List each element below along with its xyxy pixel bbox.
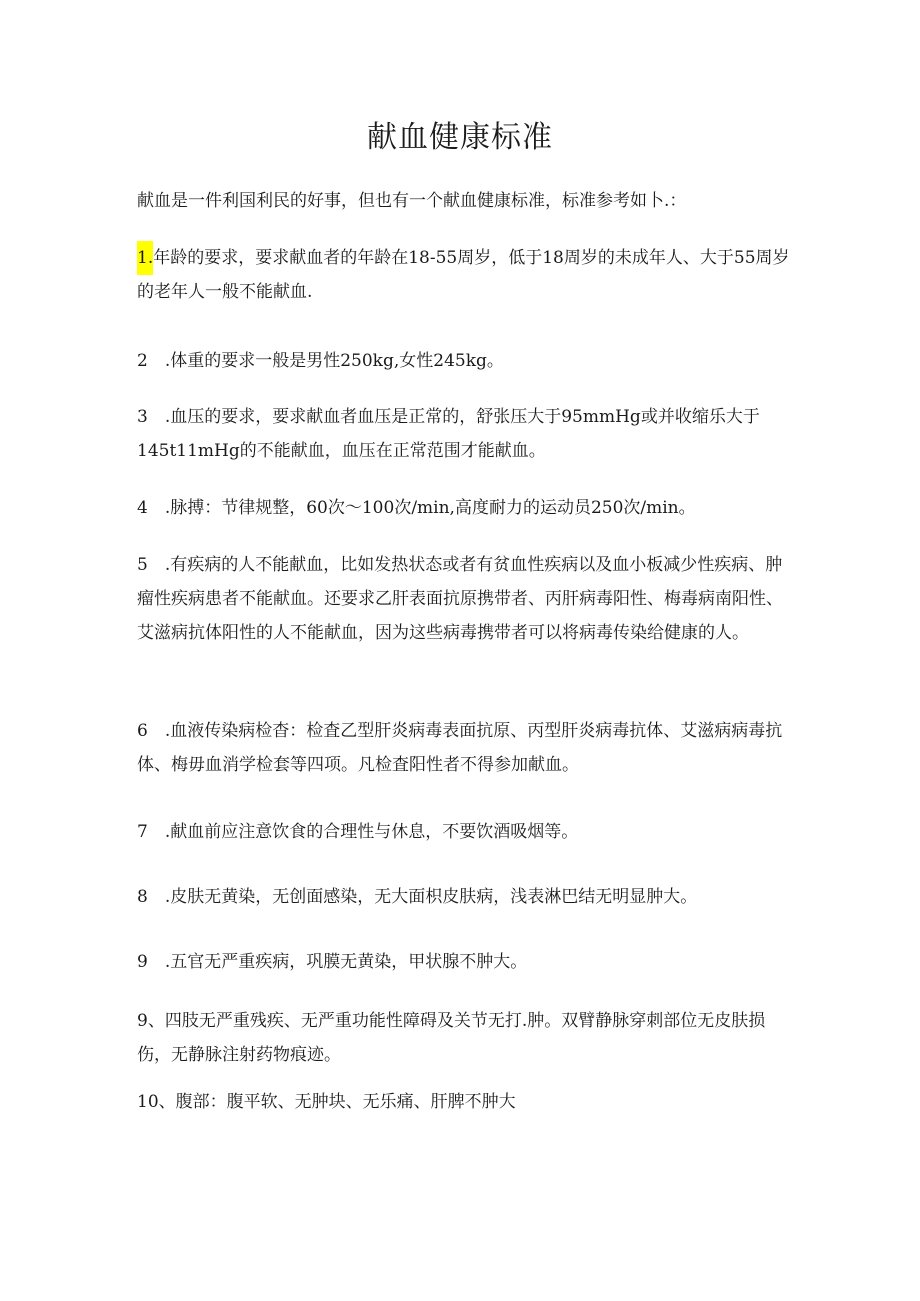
item-text: 血液传染病检杳：检査乙型肝炎病毒表面抗原、丙型肝炎病毒抗体、艾滋病病毒抗体、梅毋血消学检套等四项。凡检査阳性者不得参加献血。	[137, 721, 783, 775]
item-number: 6 .	[137, 721, 171, 741]
item-text: 年龄的要求，要求献血者的年龄在18-55周岁，低于18周岁的未成年人、大于55周岁的老年人一般不能献血.	[137, 248, 790, 302]
item-number: 1.	[137, 241, 153, 275]
list-item	[137, 714, 797, 782]
item-number: 9、	[137, 1011, 165, 1031]
item-number: 9 .	[137, 952, 171, 972]
item-text: 有疾病的人不能献血，比如发热状态或者有贫血性疾病以及血小板减少性疾病、肿瘤性疾病患者不能献血。还要求乙肝表面抗原携带者、丙肝病毒阳性、梅毒病南阳性、艾滋病抗体阳性的人不能献血，因为这些病毒携带者可以将病毒传染给健康的人。	[137, 555, 783, 643]
item-number: 2 .	[137, 351, 171, 371]
intro-paragraph: 献血是一件利国利民的好事，但也有一个献血健康标准，标准参考如卜.：	[137, 191, 687, 211]
list-item	[137, 945, 797, 979]
item-text: 献血前应注意饮食的合理性与休息，不要饮酒吸烟等。	[170, 822, 579, 842]
item-number: 8 .	[137, 887, 171, 907]
item-number: 3 .	[137, 407, 171, 427]
item-text: 体重的要求一般是男性250kg,女性245kg。	[170, 351, 504, 371]
page-title: 献血健康标准	[367, 120, 553, 155]
list-item	[137, 491, 797, 525]
list-item	[137, 815, 797, 849]
list-item	[137, 880, 797, 914]
item-text: 四肢无严重残疾、无严重功能性障碍及关节无打.肿。双臂静脉穿刺部位无皮肤损伤，无静脉注射药物痕迹。	[137, 1011, 766, 1065]
list-item	[137, 1085, 797, 1119]
item-number: 4 .	[137, 498, 171, 518]
list-item	[137, 400, 797, 468]
item-text: 五官无严重疾病，巩膜无黄染，甲状腺不肿大。	[170, 952, 528, 972]
item-text: 腹部：腹平软、无肿块、无乐痛、肝脾不肿大	[175, 1092, 516, 1112]
list-item	[137, 548, 797, 650]
item-number: 10、	[137, 1092, 176, 1112]
list-item	[137, 1004, 797, 1072]
item-text: 血压的要求，要求献血者血压是正常的，舒张压大于95mmHg或并收缩乐大于145t11mHg的不能献血，血压在正常范围才能献血。	[137, 407, 760, 461]
item-text: 皮肤无黄染，无创面感染，无大面枳皮肤病，浅表淋巴结无明显肿大。	[170, 887, 698, 907]
item-number: 7 .	[137, 822, 171, 842]
item-text: 脉搏：节律规整，60次～100次/min,高度耐力的运动员250次/min。	[170, 498, 696, 518]
item-number: 5 .	[137, 555, 171, 575]
list-item	[137, 344, 797, 378]
list-item	[137, 241, 797, 309]
